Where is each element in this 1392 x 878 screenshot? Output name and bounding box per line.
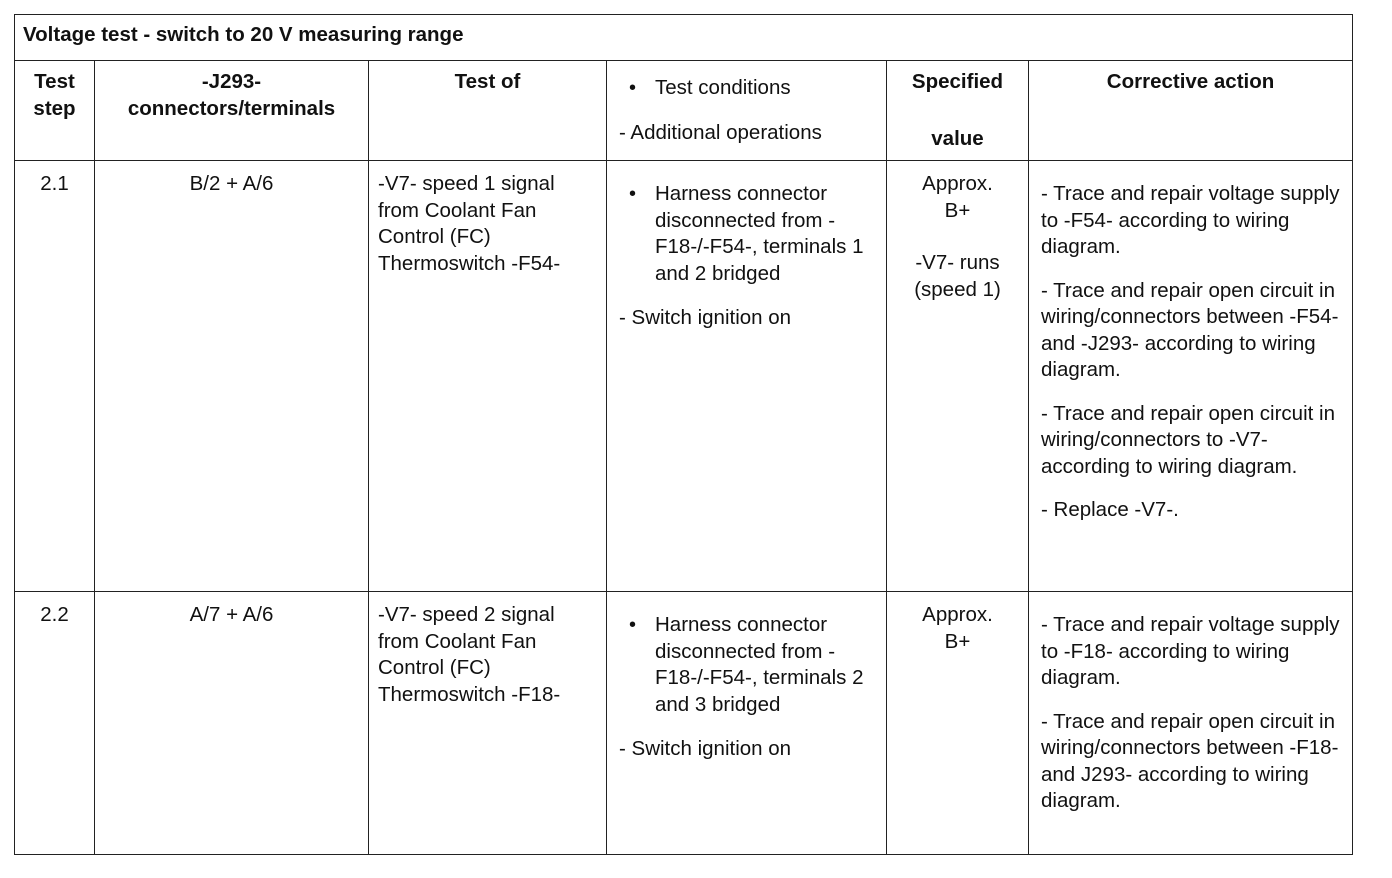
- connectors-cell: B/2 + A/6: [95, 161, 369, 592]
- test-step-cell: 2.2: [15, 592, 95, 855]
- voltage-test-table: [14, 14, 1353, 855]
- table-row: [15, 592, 1353, 855]
- header-conditions-bullet: • Test conditions: [619, 75, 876, 102]
- corrective-action-item: - Trace and repair voltage supply to -F18- according to wiring diagram.: [1041, 613, 1340, 689]
- corrective-action-item: - Trace and repair voltage supply to -F54- according to wiring diagram.: [1041, 182, 1340, 258]
- test-step-cell: 2.1: [15, 161, 95, 592]
- header-test-step: Test step: [15, 61, 95, 161]
- conditions-cell: [607, 592, 887, 855]
- test-condition: • Harness connector disconnected from -F18-/-F54-, terminals 2 and 3 bridged: [619, 612, 876, 718]
- corrective-action-cell: [1029, 592, 1353, 855]
- specified-value-cell: [887, 161, 1029, 592]
- corrective-action-item: - Trace and repair open circuit in wiring/connectors between -F54- and -J293- according to wiring diagram.: [1041, 278, 1339, 381]
- additional-operation: - Switch ignition on: [619, 737, 792, 760]
- header-row: [15, 61, 1353, 161]
- header-conditions: [607, 61, 887, 161]
- header-operations: - Additional operations: [619, 120, 822, 144]
- specified-value-2: -V7- runs (speed 1): [914, 251, 1001, 301]
- additional-operation: - Switch ignition on: [619, 306, 792, 329]
- header-specified: [887, 61, 1029, 161]
- test-condition: • Harness connector disconnected from -F18-/-F54-, terminals 1 and 2 bridged: [619, 181, 876, 287]
- test-table-container: [14, 14, 1352, 855]
- header-test-of: Test of: [369, 61, 607, 161]
- header-connectors: -J293- connectors/terminals: [95, 61, 369, 161]
- specified-value-1: Approx. B+: [922, 603, 993, 653]
- header-specified-label: Specified: [911, 70, 1004, 93]
- table-row: [15, 161, 1353, 592]
- test-of-cell: -V7- speed 2 signal from Coolant Fan Control (FC) Thermoswitch -F18-: [369, 592, 607, 855]
- corrective-action-cell: [1029, 161, 1353, 592]
- corrective-action-item: - Trace and repair open circuit in wiring/connectors to -V7- according to wiring diagram.: [1041, 401, 1335, 478]
- test-of-cell: -V7- speed 1 signal from Coolant Fan Control (FC) Thermoswitch -F54-: [369, 161, 607, 592]
- corrective-action-item: - Trace and repair open circuit in wiring/connectors between -F18- and J293- according to wiring diagram.: [1041, 709, 1339, 812]
- header-corrective-action: Corrective action: [1029, 61, 1353, 161]
- corrective-action-item: - Replace -V7-.: [1041, 498, 1179, 521]
- connectors-cell: A/7 + A/6: [95, 592, 369, 855]
- table-title: Voltage test - switch to 20 V measuring range: [15, 15, 1353, 61]
- conditions-cell: [607, 161, 887, 592]
- specified-value-cell: [887, 592, 1029, 855]
- header-specified-value: value: [931, 126, 984, 150]
- specified-value-1: Approx. B+: [922, 172, 993, 222]
